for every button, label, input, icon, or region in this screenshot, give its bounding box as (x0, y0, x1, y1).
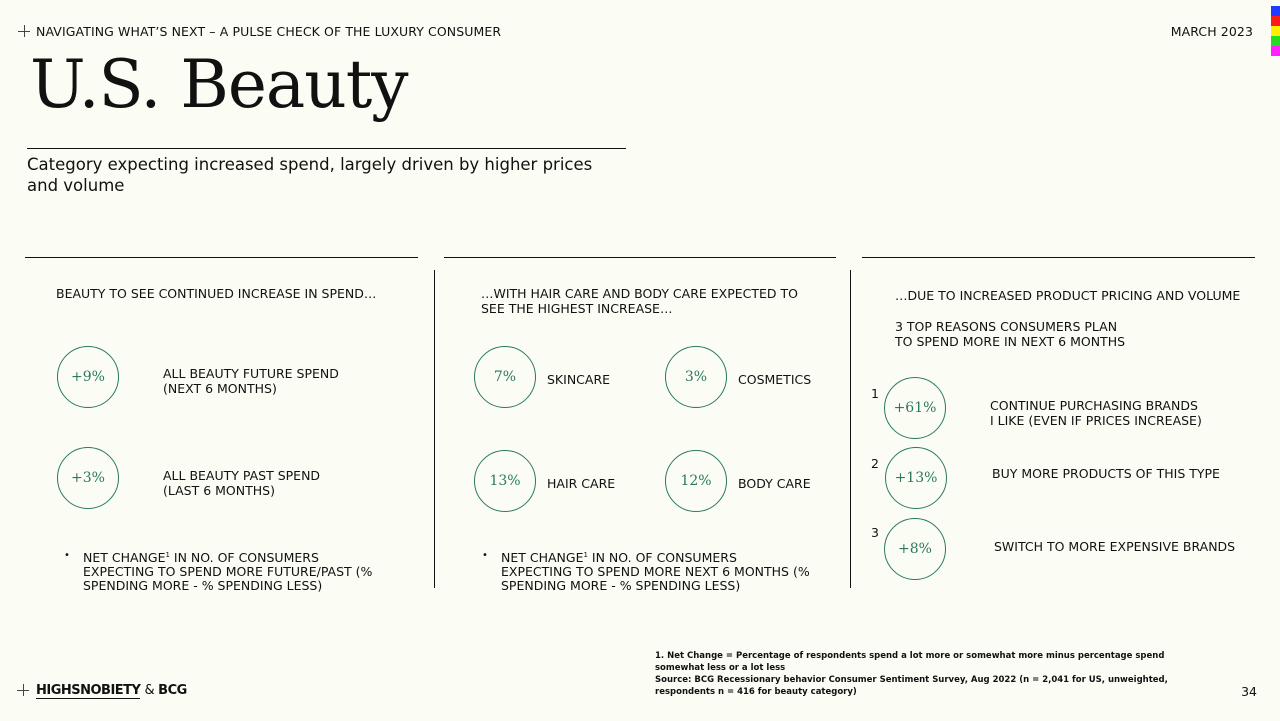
bodycare-value: 12% (680, 473, 712, 489)
future-spend-circle (57, 346, 119, 408)
reason-rank-2: 2 (871, 456, 879, 471)
col1-note-sup: 1 (165, 551, 170, 559)
reason-2-circle (885, 447, 947, 509)
reason-1-value: +61% (893, 400, 937, 416)
color-swatch-red (1271, 16, 1280, 26)
col2-note-a: NET CHANGE (501, 550, 584, 566)
skincare-label: SKINCARE (547, 372, 611, 387)
highsnobiety-logo: HIGHSNOBIETY (36, 683, 141, 698)
cosmetics-label: COSMETICS (738, 372, 812, 387)
color-swatch-magenta (1271, 46, 1280, 56)
footnote-source: Source: BCG Recessionary behavior Consumer Sentiment Survey, Aug 2022 (n = 2,041 for US, unweighted, respondents n = 416 for beauty category) (655, 675, 1168, 697)
future-spend-value: +9% (71, 369, 105, 385)
section-rule-3 (862, 257, 1255, 258)
reason-3-circle (884, 518, 946, 580)
title-divider (27, 148, 626, 149)
past-spend-label-line2: (LAST 6 MONTHS) (163, 483, 275, 498)
col1-note-a: NET CHANGE (83, 550, 166, 566)
reason-2-label: BUY MORE PRODUCTS OF THIS TYPE (992, 466, 1220, 481)
haircare-circle (474, 450, 536, 512)
header-date: MARCH 2023 (1170, 24, 1253, 39)
page-number: 34 (1241, 684, 1257, 699)
future-spend-label (163, 366, 339, 396)
page-subtitle: Category expecting increased spend, largely driven by higher prices and volume (27, 155, 593, 195)
section-rule-1 (25, 257, 418, 258)
color-swatch-yellow (1271, 26, 1280, 36)
skincare-value: 7% (493, 369, 517, 385)
past-spend-label-line1: ALL BEAUTY PAST SPEND (163, 468, 321, 483)
bodycare-circle (665, 450, 727, 512)
reason-rank-1: 1 (871, 386, 879, 401)
footnote-line1: 1. Net Change = Percentage of respondents spend a lot more or somewhat more minus percentage spend somewhat less or a lot less (655, 651, 1165, 673)
col1-heading: BEAUTY TO SEE CONTINUED INCREASE IN SPEND… (56, 286, 377, 301)
past-spend-value: +3% (71, 470, 105, 486)
color-swatch-green (1271, 36, 1280, 46)
col3-heading: …DUE TO INCREASED PRODUCT PRICING AND VOLUME (895, 288, 1241, 303)
reason-1-label (990, 398, 1202, 428)
col1-note-b: IN NO. OF CONSUMERS EXPECTING TO SPEND MORE FUTURE/PAST (% SPENDING MORE - % SPENDING LESS) (83, 550, 373, 594)
reason-1-label-line2: I LIKE (EVEN IF PRICES INCREASE) (990, 413, 1202, 428)
col3-subheading (895, 319, 1125, 349)
logo-ampersand: & (144, 683, 155, 698)
bcg-logo: BCG (158, 683, 187, 698)
footer-logo (36, 683, 187, 698)
reason-2-value: +13% (894, 470, 938, 486)
reason-1-circle (884, 377, 946, 439)
haircare-label: HAIR CARE (547, 476, 616, 491)
haircare-value: 13% (489, 473, 521, 489)
cosmetics-value: 3% (684, 369, 708, 385)
bullet-icon: • (64, 550, 70, 561)
col3-subheading-line2: TO SPEND MORE IN NEXT 6 MONTHS (895, 334, 1126, 349)
header-title: NAVIGATING WHAT’S NEXT – A PULSE CHECK OF THE LUXURY CONSUMER (36, 24, 502, 39)
color-swatch-blue (1271, 6, 1280, 16)
reason-rank-3: 3 (871, 525, 879, 540)
crosshair-icon (17, 684, 29, 696)
reason-3-label: SWITCH TO MORE EXPENSIVE BRANDS (994, 539, 1236, 554)
skincare-circle (474, 346, 536, 408)
col1-note (83, 548, 393, 593)
page-title: U.S. Beauty (30, 46, 408, 123)
bodycare-label: BODY CARE (738, 476, 811, 491)
bullet-icon: • (482, 550, 488, 561)
future-spend-label-line2: (NEXT 6 MONTHS) (163, 381, 277, 396)
reason-3-value: +8% (898, 541, 932, 557)
col2-note (501, 548, 811, 593)
col2-note-sup: 1 (583, 551, 588, 559)
column-divider-2 (850, 270, 851, 588)
col2-heading: …WITH HAIR CARE AND BODY CARE EXPECTED TO SEE THE HIGHEST INCREASE… (481, 286, 798, 316)
future-spend-label-line1: ALL BEAUTY FUTURE SPEND (163, 366, 339, 381)
col3-subheading-line1: 3 TOP REASONS CONSUMERS PLAN (895, 319, 1118, 334)
past-spend-label (163, 468, 320, 498)
color-bar (1271, 6, 1280, 56)
cosmetics-circle (665, 346, 727, 408)
past-spend-circle (57, 447, 119, 509)
crosshair-icon (18, 25, 30, 37)
col2-note-b: IN NO. OF CONSUMERS EXPECTING TO SPEND MORE NEXT 6 MONTHS (% SPENDING MORE - % SPENDING LESS) (501, 550, 810, 594)
section-rule-2 (444, 257, 836, 258)
reason-1-label-line1: CONTINUE PURCHASING BRANDS (990, 398, 1198, 413)
footnote (655, 650, 1215, 698)
column-divider-1 (434, 270, 435, 588)
